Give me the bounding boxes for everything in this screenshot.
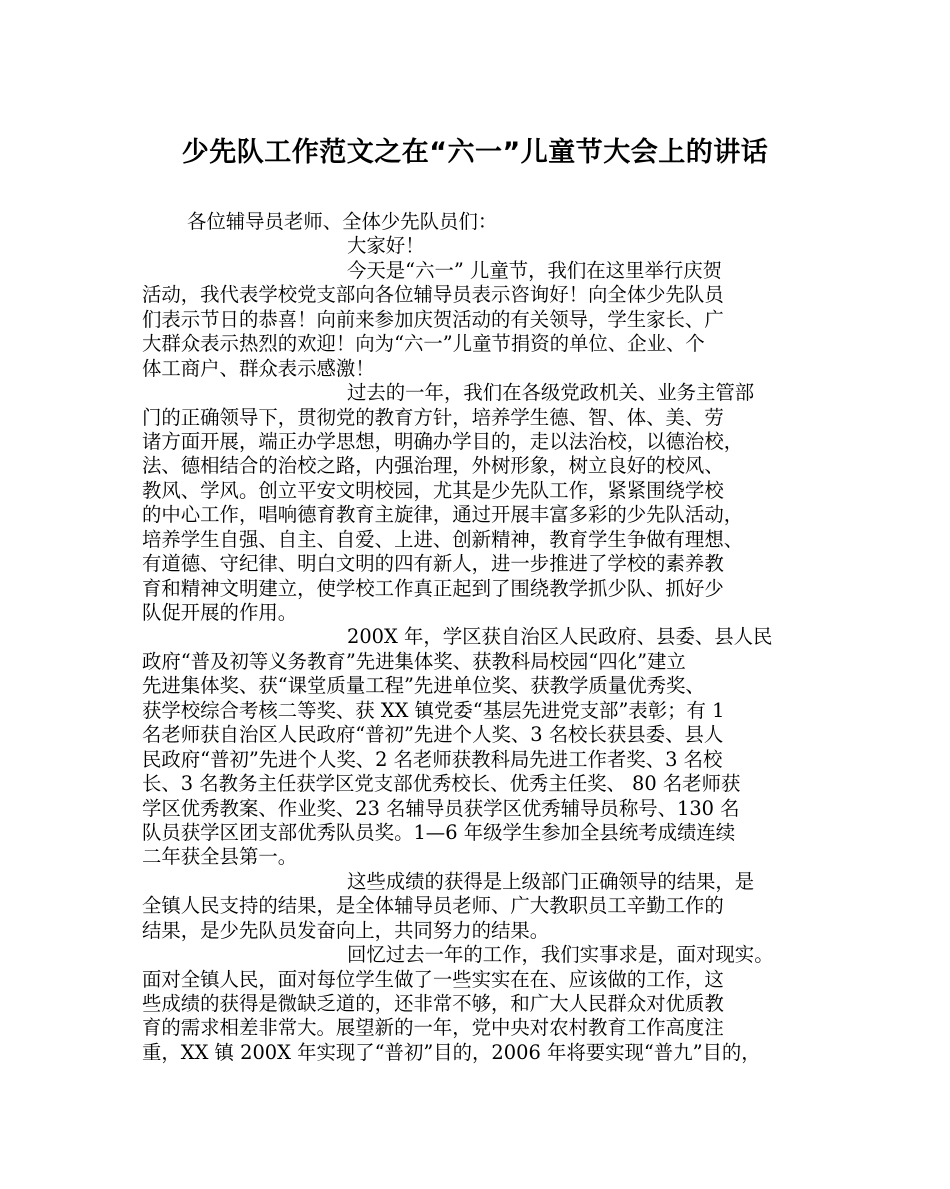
paragraph-first-line: 过去的一年，我们在各级党政机关、业务主管部 bbox=[347, 381, 755, 405]
paragraph-line: 政府“普及初等义务教育”先进集体奖、获教科局校园“四化”建立 bbox=[142, 649, 686, 673]
paragraph-line: 培养学生自强、自主、自爱、上进、创新精神，教育学生争做有理想、 bbox=[142, 527, 744, 551]
paragraph-line: 法、德相结合的治校之路，内强治理，外树形象，树立良好的校风、 bbox=[142, 454, 724, 478]
paragraph-line: 长、3 名教务主任获学区党支部优秀校长、优秀主任奖、 80 名老师获 bbox=[142, 772, 741, 796]
paragraph-line: 大群众表示热烈的欢迎！向为“六一”儿童节捐资的单位、企业、个 bbox=[142, 332, 705, 356]
paragraph-line: 体工商户、群众表示感激！ bbox=[142, 356, 375, 380]
paragraph-line: 获学校综合考核二等奖、获 XX 镇党委“基层先进党支部”表彰；有 1 bbox=[142, 698, 725, 722]
paragraph-line: 些成绩的获得是微缺乏道的，还非常不够，和广大人民群众对优质教 bbox=[142, 992, 724, 1015]
paragraph-line: 有道德、守纪律、明白文明的四有新人，进一步推进了学校的素养教 bbox=[142, 552, 724, 576]
paragraph-line: 面对全镇人民，面对每位学生做了一些实实在在、应该做的工作，这 bbox=[142, 967, 724, 991]
paragraph-line: 队促开展的作用。 bbox=[142, 601, 298, 624]
paragraph-line: 名老师获自治区人民政府“普初”先进个人奖、3 名校长获县委、县人 bbox=[142, 723, 724, 747]
paragraph bbox=[142, 870, 832, 943]
paragraph-first-line: 回忆过去一年的工作，我们实事求是，面对现实。 bbox=[347, 943, 774, 967]
paragraph-first-line: 这些成绩的获得是上级部门正确领导的结果，是 bbox=[347, 869, 755, 893]
paragraph-line: 重，XX 镇 200X 年实现了“普初”目的，2006 年将要实现“普九”目的， bbox=[142, 1040, 761, 1064]
paragraph-first-line: 200X 年，学区获自治区人民政府、县委、县人民 bbox=[347, 625, 773, 649]
paragraph-line: 们表示节日的恭喜！向前来参加庆贺活动的有关领导，学生家长、广 bbox=[142, 307, 724, 331]
paragraph-first-line: 今天是“六一” 儿童节，我们在这里举行庆贺 bbox=[347, 258, 723, 282]
paragraph-line: 民政府“普初”先进个人奖、2 名老师获教科局先进工作者奖、3 名校 bbox=[142, 747, 723, 771]
paragraph-line: 的中心工作，唱响德育教育主旋律，通过开展丰富多彩的少先队活动， bbox=[142, 503, 744, 527]
paragraph-line: 队员获学区团支部优秀队员奖。1—6 年级学生参加全县统考成绩连续 bbox=[142, 820, 736, 844]
salutation: 各位辅导员老师、全体少先队员们： bbox=[187, 210, 498, 233]
paragraph-line: 活动，我代表学校党支部向各位辅导员表示咨询好！向全体少先队员 bbox=[142, 283, 724, 307]
paragraph-line: 育和精神文明建立，使学校工作真正起到了围绕教学抓少队、抓好少 bbox=[142, 576, 724, 600]
paragraph bbox=[142, 234, 832, 258]
document-body bbox=[142, 210, 832, 1065]
paragraph-line: 先进集体奖、获“课堂质量工程”先进单位奖、获教学质量优秀奖、 bbox=[142, 674, 705, 698]
paragraph bbox=[142, 625, 832, 869]
paragraph-line: 全镇人民支持的结果，是全体辅导员老师、广大教职员工辛勤工作的 bbox=[142, 894, 724, 918]
document-title: 少先队工作范文之在“六一”儿童节大会上的讲话 bbox=[181, 137, 769, 168]
paragraph bbox=[142, 259, 832, 381]
paragraph-line: 结果，是少先队员发奋向上，共同努力的结果。 bbox=[142, 918, 550, 942]
paragraph-line: 门的正确领导下，贯彻党的教育方针，培养学生德、智、体、美、劳 bbox=[142, 405, 724, 429]
paragraph-first-line: 大家好！ bbox=[347, 234, 425, 258]
paragraph-line: 教风、学风。创立平安文明校园，尤其是少先队工作，紧紧围绕学校 bbox=[142, 478, 724, 502]
paragraph-line: 二年获全县第一。 bbox=[142, 845, 298, 869]
paragraph-line: 学区优秀教案、作业奖、23 名辅导员获学区优秀辅导员称号、130 名 bbox=[142, 796, 740, 820]
paragraph bbox=[142, 943, 832, 1065]
paragraph bbox=[142, 381, 832, 625]
paragraph-line: 诸方面开展，端正办学思想，明确办学目的，走以法治校，以德治校， bbox=[142, 429, 744, 453]
paragraph-line: 育的需求相差非常大。展望新的一年，党中央对农村教育工作高度注 bbox=[142, 1016, 724, 1040]
